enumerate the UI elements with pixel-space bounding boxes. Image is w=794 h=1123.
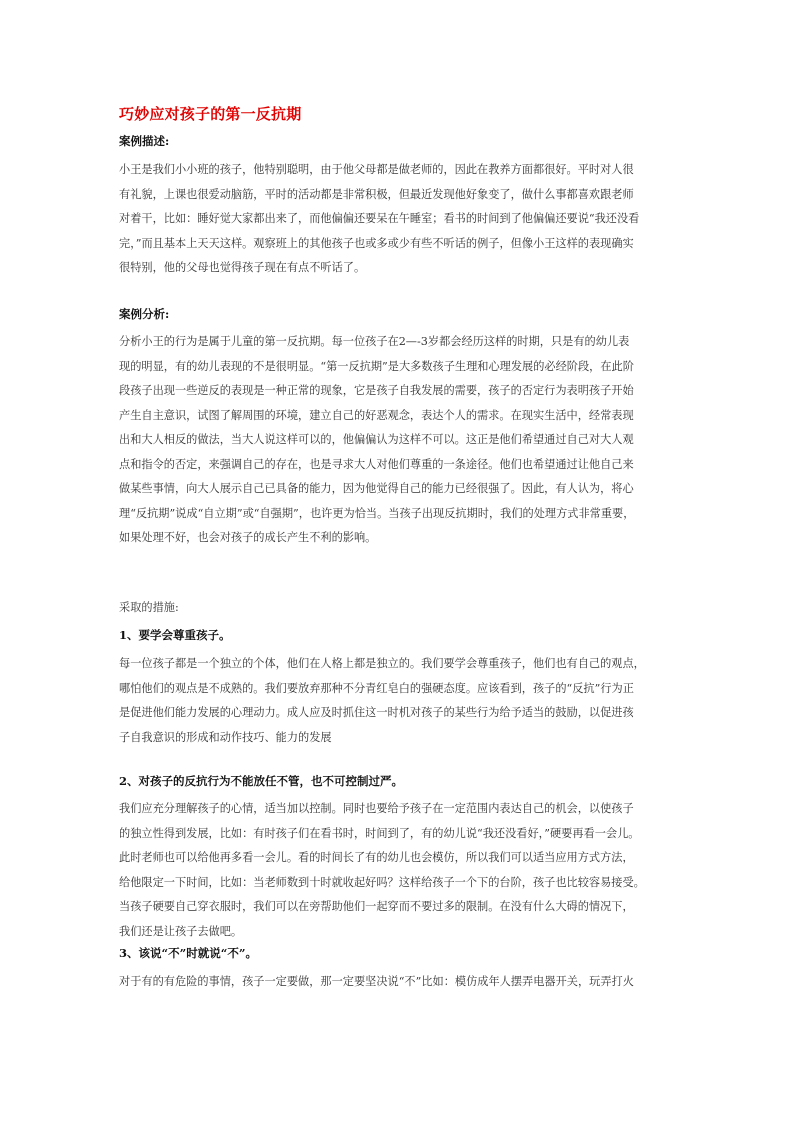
- text-line: 当孩子硬要自己穿衣服时，我们可以在旁帮助他们一起穿而不要过多的限制。在没有什么大碍的情况下，: [119, 900, 634, 913]
- text-line: 子自我意识的形成和动作技巧、能力的发展: [119, 730, 332, 744]
- text-line: 点和指令的否定，来强调自己的存在，也是寻求大人对他们尊重的一条途径。他们也希望通过让他自己来: [119, 457, 634, 471]
- text-line: 很特别，他的父母也觉得孩子现在有点不听话了。: [119, 261, 366, 274]
- text-line: 此时老师也可以给他再多看一会儿。看的时间长了有的幼儿也会模仿，所以我们可以适当应用方式方法，: [119, 851, 634, 864]
- text-line: 理“反抗期”说成“自立期”或“自强期”，也许更为恰当。当孩子出现反抗期时，我们的处理方式非常重要，: [119, 506, 635, 520]
- text-line: 出和大人相反的做法，当大人说这样可以的，他偏偏认为这样不可以。这正是他们希望通过自己对大人观: [119, 433, 634, 446]
- document-title: 巧妙应对孩子的第一反抗期: [119, 105, 302, 123]
- case-description-paragraph: [119, 158, 679, 281]
- text-line: 采取的措施:: [119, 601, 179, 614]
- case-analysis-heading: 案例分析:: [119, 307, 170, 321]
- text-line: 的独立性得到发展，比如：有时孩子们在看书时，时间到了，有的幼儿说“我还没看好，”硬要再看一会儿。: [119, 826, 640, 840]
- measure-1-paragraph: [119, 652, 679, 750]
- measures-label: [119, 596, 679, 621]
- text-line: 现的明显，有的幼儿表现的不是很明显。“第一反抗期”是大多数孩子生理和心理发展的必经阶段，在此阶: [119, 359, 634, 373]
- text-line: 我们应充分理解孩子的心情，适当加以控制。同时也要给予孩子在一定范围内表达自己的机会，以使孩子: [119, 802, 634, 815]
- text-line: 段孩子出现一些逆反的表现是一种正常的现象，它是孩子自我发展的需要，孩子的否定行为表明孩子开始: [119, 384, 634, 397]
- text-line: 给他限定一下时间，比如：当老师数到十时就收起好吗？这样给孩子一个下的台阶，孩子也比较容易接受。: [119, 875, 645, 889]
- measure-2-paragraph: [119, 797, 679, 944]
- text-line: 哪怕他们的观点是不成熟的。我们要放弃那种不分青红皂白的强硬态度。应该看到，孩子的“反抗”行为正: [119, 681, 634, 695]
- measure-3-paragraph: [119, 970, 679, 995]
- text-line: 对着干，比如：睡好觉大家都出来了，而他偏偏还要呆在午睡室；看书的时间到了他偏偏还要说“我还没看: [119, 212, 640, 225]
- text-line: 产生自主意识，试图了解周围的环境，建立自己的好恶观念，表达个人的需求。在现实生活中，经常表现: [119, 408, 634, 422]
- text-line: 分析小王的行为是属于儿童的第一反抗期。每一位孩子在2—-3岁都会经历这样的时期，只是有的幼儿表: [119, 335, 630, 348]
- text-line: 有礼貌，上课也很爱动脑筋，平时的活动都是非常积极，但最近发现他好象变了，做什么事都喜欢跟老师: [119, 187, 634, 201]
- measure-1-heading: 1、要学会尊重孩子。: [119, 628, 231, 642]
- case-analysis-paragraph: [119, 330, 679, 551]
- text-line: 做某些事情，向大人展示自己已具备的能力，因为他觉得自己的能力已经很强了。因此，有人认为，将心: [119, 482, 634, 495]
- text-line: 是促进他们能力发展的心理动力。成人应及时抓住这一时机对孩子的某些行为给予适当的鼓励，以促进孩: [119, 706, 634, 719]
- text-line: 我们还是让孩子去做吧。: [119, 924, 243, 938]
- measure-2-heading: 2、对孩子的反抗行为不能放任不管，也不可控制过严。: [119, 774, 403, 788]
- text-line: 每一位孩子都是一个独立的个体，他们在人格上都是独立的。我们要学会尊重孩子，他们也有自己的观点，: [119, 657, 645, 670]
- text-line: 完，”而且基本上天天这样。观察班上的其他孩子也或多或少有些不听话的例子，但像小王这样的表现确实: [119, 236, 634, 250]
- text-line: 对于有的有危险的事情，孩子一定要做，那一定要坚决说“不”比如：模仿成年人摆弄电器开关，玩弄打火: [119, 975, 634, 988]
- text-line: 如果处理不好，也会对孩子的成长产生不利的影响。: [119, 531, 377, 544]
- text-line: 小王是我们小小班的孩子，他特别聪明，由于他父母都是做老师的，因此在教养方面都很好。平时对人很: [119, 163, 634, 176]
- measure-3-heading: 3、该说“不”时就说“不”。: [119, 946, 257, 960]
- case-description-heading: 案例描述:: [119, 134, 170, 148]
